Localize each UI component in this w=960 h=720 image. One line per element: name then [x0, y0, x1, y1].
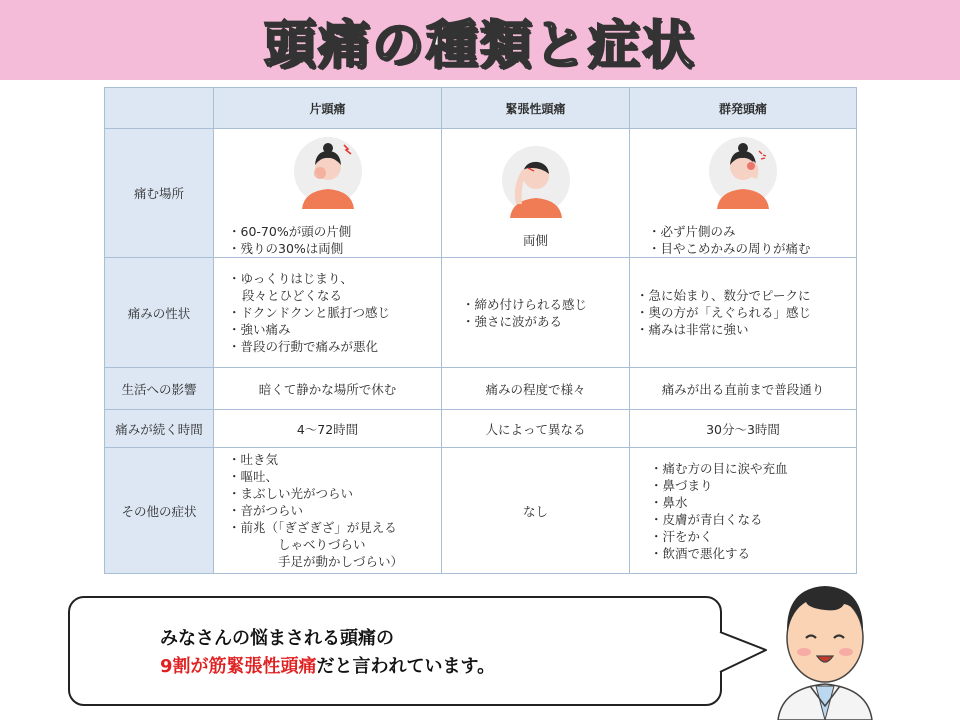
- other-cluster-line: ・飲酒で悪化する: [650, 545, 751, 561]
- location-cluster-line: ・目やこめかみの周りが痛む: [648, 241, 811, 256]
- location-migraine-line: ・残りの30%は両側: [228, 241, 344, 256]
- table-row: [105, 258, 857, 368]
- cell-life-migraine: 暗くて静かな場所で休む: [214, 368, 442, 410]
- nature-cluster-line: ・痛みは非常に強い: [636, 322, 749, 337]
- other-migraine-line: ・前兆（「ぎざぎざ」が見える: [228, 520, 397, 535]
- nature-migraine-line: ・強い痛み: [228, 322, 291, 337]
- speech-highlight: 9割が筋緊張性頭痛: [160, 656, 317, 677]
- cell-nature-migraine: [214, 258, 442, 368]
- page-title: 頭痛の種類と症状: [263, 15, 696, 76]
- table-row: [105, 448, 857, 574]
- cell-nature-cluster: [630, 258, 857, 368]
- location-cluster-line: ・必ず片側のみ: [648, 224, 736, 239]
- other-cluster-line: ・鼻づまり: [650, 477, 713, 493]
- location-migraine-line: ・60-70%が頭の片側: [228, 224, 352, 239]
- cell-other-tension: なし: [442, 448, 630, 574]
- other-migraine-line: 手足が動かしづらい）: [278, 554, 404, 569]
- nature-migraine-line: ・普段の行動で痛みが悪化: [228, 339, 379, 354]
- speech-line-2-rest: だと言われています。: [316, 656, 496, 677]
- nature-cluster-line: ・急に始まり、数分でピークに: [636, 288, 811, 303]
- title-band: [0, 0, 960, 80]
- cell-life-tension: 痛みの程度で様々: [442, 368, 630, 410]
- other-cluster-line: ・鼻水: [650, 494, 688, 510]
- speech-line-2: [160, 652, 495, 678]
- nature-migraine-line: ・ゆっくりはじまり、: [228, 271, 353, 286]
- cell-other-cluster: [630, 448, 857, 574]
- other-migraine-line: ・嘔吐、: [228, 469, 279, 484]
- nature-tension-line: ・強さに波がある: [462, 313, 563, 329]
- header-tension: 緊張性頭痛: [442, 88, 630, 129]
- speech-bubble: [68, 596, 722, 706]
- speech-line-1: みなさんの悩まされる頭痛の: [160, 628, 394, 649]
- row-label-life: 生活への影響: [105, 368, 214, 410]
- speech-bubble-tail: [700, 624, 770, 684]
- cell-duration-tension: 人によって異なる: [442, 410, 630, 448]
- table-row: [105, 129, 857, 258]
- row-label-nature: 痛みの性状: [105, 258, 214, 368]
- other-migraine-line: しゃべりづらい: [278, 537, 366, 552]
- nature-cluster-line: ・奥の方が「えぐられる」感じ: [636, 305, 812, 320]
- doctor-illustration: [770, 576, 880, 720]
- nature-migraine-line: ・ドクンドクンと脈打つ感じ: [228, 305, 391, 320]
- cluster-illustration: [630, 137, 856, 217]
- header-migraine: 片頭痛: [214, 88, 442, 129]
- other-migraine-line: ・吐き気: [228, 452, 279, 467]
- tension-illustration: [442, 146, 629, 226]
- migraine-illustration: [214, 137, 441, 217]
- cell-duration-cluster: 30分～3時間: [630, 410, 857, 448]
- cell-location-cluster: [630, 129, 857, 258]
- row-label-location: 痛む場所: [105, 129, 214, 258]
- nature-tension-line: ・締め付けられる感じ: [462, 296, 588, 312]
- headache-table: [104, 87, 857, 574]
- other-cluster-line: ・汗をかく: [650, 528, 713, 544]
- cell-location-tension: [442, 129, 630, 258]
- table-row: [105, 368, 857, 410]
- row-label-duration: 痛みが続く時間: [105, 410, 214, 448]
- cell-location-migraine: [214, 129, 442, 258]
- cell-life-cluster: 痛みが出る直前まで普段通り: [630, 368, 857, 410]
- other-cluster-line: ・皮膚が青白くなる: [650, 511, 763, 527]
- other-migraine-line: ・音がつらい: [228, 503, 304, 518]
- header-row: [105, 88, 857, 129]
- row-label-other: その他の症状: [105, 448, 214, 574]
- table-row: [105, 410, 857, 448]
- nature-migraine-line: 段々とひどくなる: [242, 288, 343, 303]
- cell-other-migraine: [214, 448, 442, 574]
- cell-nature-tension: [442, 258, 630, 368]
- header-empty: [105, 88, 214, 129]
- other-cluster-line: ・痛む方の目に涙や充血: [650, 460, 788, 476]
- cell-duration-migraine: 4～72時間: [214, 410, 442, 448]
- other-migraine-line: ・まぶしい光がつらい: [228, 486, 354, 501]
- header-cluster: 群発頭痛: [630, 88, 857, 129]
- location-tension-text: 両側: [522, 232, 548, 248]
